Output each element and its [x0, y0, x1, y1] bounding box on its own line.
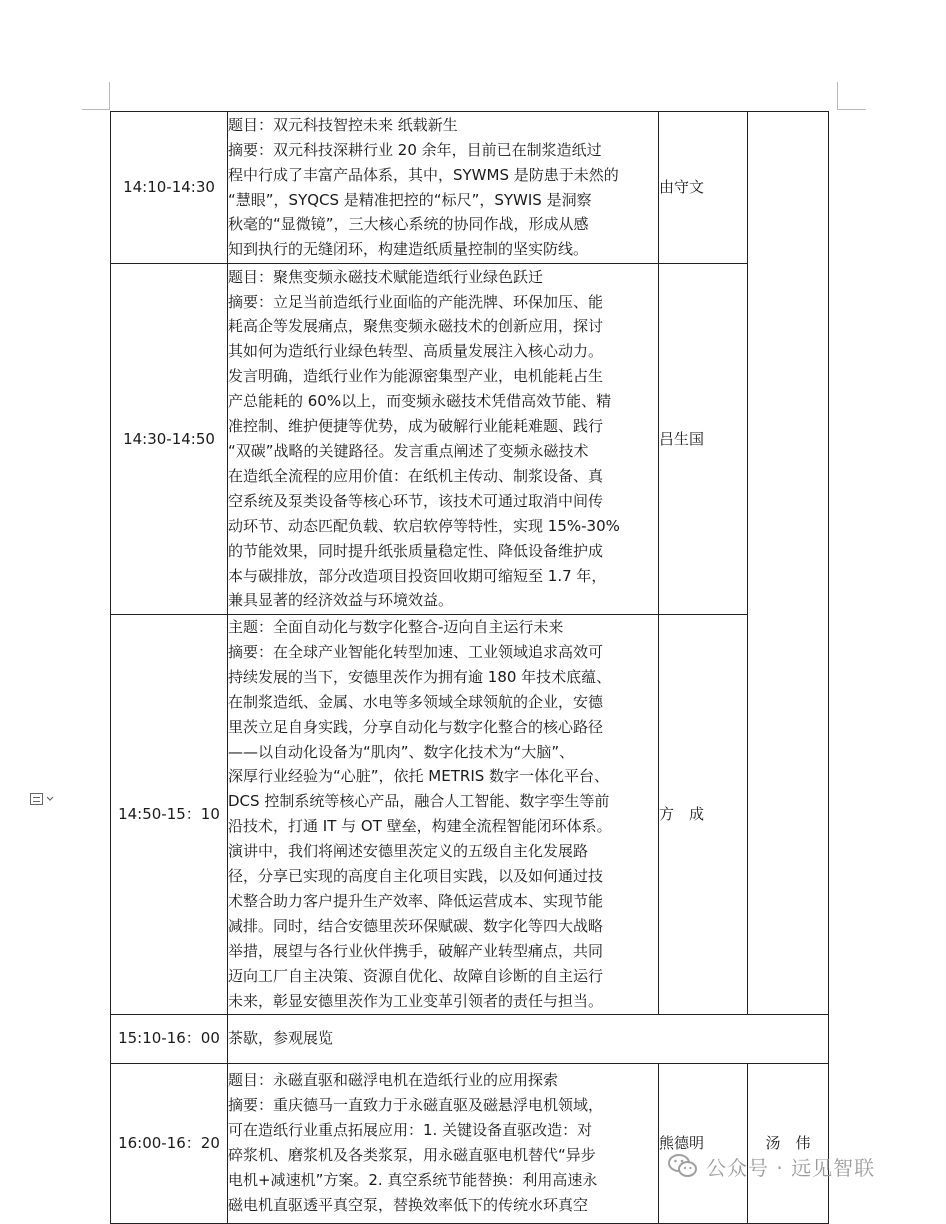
page-corner-mark-right-v: [837, 82, 838, 110]
abstract-line: 程中行成了丰富产品体系，其中，SYWMS 是防患于未然的: [228, 165, 619, 184]
outline-toggle-button[interactable]: [30, 790, 64, 808]
abstract-line: 摘要：在全球产业智能化转型加速、工业领域追求高效可: [228, 642, 604, 661]
host-cell: [748, 112, 829, 1015]
abstract-line: 在制浆造纸、金属、水电等多领域全球领航的企业，安德: [228, 692, 604, 711]
abstract-line: 未来，彰显安德里茨作为工业变革引领者的责任与担当。: [228, 991, 604, 1010]
abstract-line: 径，分享已实现的高度自主化项目实践，以及如何通过技: [228, 867, 604, 886]
abstract-line: 知到执行的无缝闭环，构建造纸质量控制的坚实防线。: [228, 240, 589, 259]
break-row: [111, 1014, 829, 1063]
time-cell: 15:10-16：00: [111, 1014, 228, 1063]
abstract-line: 空系统及泵类设备等核心环节，该技术可通过取消中间传: [228, 491, 604, 510]
time-cell: 14:50-15：10: [111, 615, 228, 1015]
abstract-line: “双碳”战略的关键路径。发言重点阐述了变频永磁技术: [228, 442, 589, 460]
abstract-line: 秋毫的“显微镜”，三大核心系统的协同作战，形成从感: [228, 215, 589, 234]
talk-title: 题目：永磁直驱和磁浮电机在造纸行业的应用探索: [228, 1071, 559, 1090]
chevron-down-icon: [46, 796, 54, 802]
abstract-line: 其如何为造纸行业绿色转型、高质量发展注入核心动力。: [228, 342, 604, 361]
abstract-line: 磁电机直驱透平真空泵，替换效率低下的传统水环真空: [228, 1195, 589, 1214]
talk-title: 题目：双元科技智控未来 纸载新生: [228, 115, 458, 134]
table-row: [111, 615, 829, 1015]
table-row: [111, 264, 829, 615]
page-corner-mark-left-v: [109, 82, 110, 110]
time-cell: 16:00-16：20: [111, 1063, 228, 1223]
abstract-line: 摘要：双元科技深耕行业 20 余年，目前已在制浆造纸过: [228, 140, 602, 159]
abstract-line: DCS 控制系统等核心产品，融合人工智能、数字孪生等前: [228, 792, 610, 811]
page-corner-mark-right-h: [838, 109, 866, 110]
abstract-line: 沿技术，打通 IT 与 OT 壁垒，构建全流程智能闭环体系。: [228, 817, 612, 836]
agenda-table: [110, 111, 829, 1224]
abstract-line: 演讲中，我们将阐述安德里茨定义的五级自主化发展路: [228, 842, 589, 861]
abstract-line: 本与碳排放，部分改造项目投资回收期可缩短至 1.7 年，: [228, 566, 607, 585]
abstract-line: 发言明确，造纸行业作为能源密集型产业，电机能耗占生: [228, 367, 604, 386]
wechat-icon: [668, 1153, 698, 1179]
abstract-line: 动环节、动态匹配负载、软启软停等特性，实现 15%-30%: [228, 516, 620, 535]
abstract-line: 举措，展望与各行业伙伴携手，破解产业转型痛点，共同: [228, 941, 604, 960]
abstract-line: 产总能耗的 60%以上，而变频永磁技术凭借高效节能、精: [228, 392, 612, 411]
speaker-cell: 吕生国: [659, 264, 748, 615]
outline-icon: [30, 793, 43, 805]
abstract-line: 迈向工厂自主决策、资源自优化、故障自诊断的自主运行: [228, 966, 604, 985]
break-cell: 茶歇，参观展览: [228, 1014, 829, 1063]
abstract-line: “慧眼”，SYQCS 是精准把控的“标尺”，SYWIS 是洞察: [228, 190, 592, 209]
abstract-line: 术整合助力客户提升生产效率、降低运营成本、实现节能: [228, 891, 604, 910]
abstract-line: 耗高企等发展痛点，聚焦变频永磁技术的创新应用，探讨: [228, 317, 604, 336]
table-row: [111, 112, 829, 264]
abstract-line: 碎浆机、磨浆机及各类浆泵，用永磁直驱电机替代“异步: [228, 1146, 596, 1164]
abstract-line: 可在造纸行业重点拓展应用：1. 关键设备直驱改造：对: [228, 1121, 593, 1140]
content-cell: [228, 112, 659, 264]
host-cell: 汤 伟: [748, 1063, 829, 1223]
abstract-line: 持续发展的当下，安德里茨作为拥有逾 180 年技术底蕴、: [228, 667, 612, 686]
speaker-cell: 方 成: [659, 615, 748, 1015]
page-corner-mark-left-h: [82, 109, 110, 110]
abstract-line: 准控制、维护便捷等优势，成为破解行业能耗难题、践行: [228, 417, 604, 436]
abstract-line: 里茨立足自身实践，分享自动化与数字化整合的核心路径: [228, 717, 604, 736]
content-cell: [228, 264, 659, 615]
talk-title: 主题：全面自动化与数字化整合-迈向自主运行未来: [228, 618, 564, 636]
abstract-line: 兼具显著的经济效益与环境效益。: [228, 591, 454, 610]
watermark: [668, 1151, 875, 1181]
watermark-text: 公众号 · 远见智联: [706, 1155, 876, 1180]
time-cell: 14:30-14:50: [111, 264, 228, 615]
content-cell: [228, 1063, 659, 1223]
abstract-line: 摘要：立足当前造纸行业面临的产能洗牌、环保加压、能: [228, 292, 604, 311]
speaker-cell: 由守文: [659, 112, 748, 264]
abstract-line: 深厚行业经验为“心脏”，依托 METRIS 数字一体化平台、: [228, 767, 610, 786]
content-cell: [228, 615, 659, 1015]
speaker-cell: 熊德明: [659, 1063, 748, 1223]
talk-title: 题目：聚焦变频永磁技术赋能造纸行业绿色跃迁: [228, 267, 544, 286]
abstract-line: 在造纸全流程的应用价值：在纸机主传动、制浆设备、真: [228, 466, 604, 485]
abstract-line: 电机+减速机”方案。2. 真空系统节能替换：利用高速永: [228, 1170, 598, 1189]
table-row: [111, 1063, 829, 1223]
abstract-line: 摘要：重庆德马一直致力于永磁直驱及磁悬浮电机领域，: [228, 1096, 604, 1115]
abstract-line: 的节能效果，同时提升纸张质量稳定性、降低设备维护成: [228, 541, 604, 560]
abstract-line: 减排。同时，结合安德里茨环保赋碳、数字化等四大战略: [228, 916, 604, 935]
time-cell: 14:10-14:30: [111, 112, 228, 264]
abstract-line: ——以自动化设备为“肌肉”、数字化技术为“大脑”、: [228, 742, 575, 761]
